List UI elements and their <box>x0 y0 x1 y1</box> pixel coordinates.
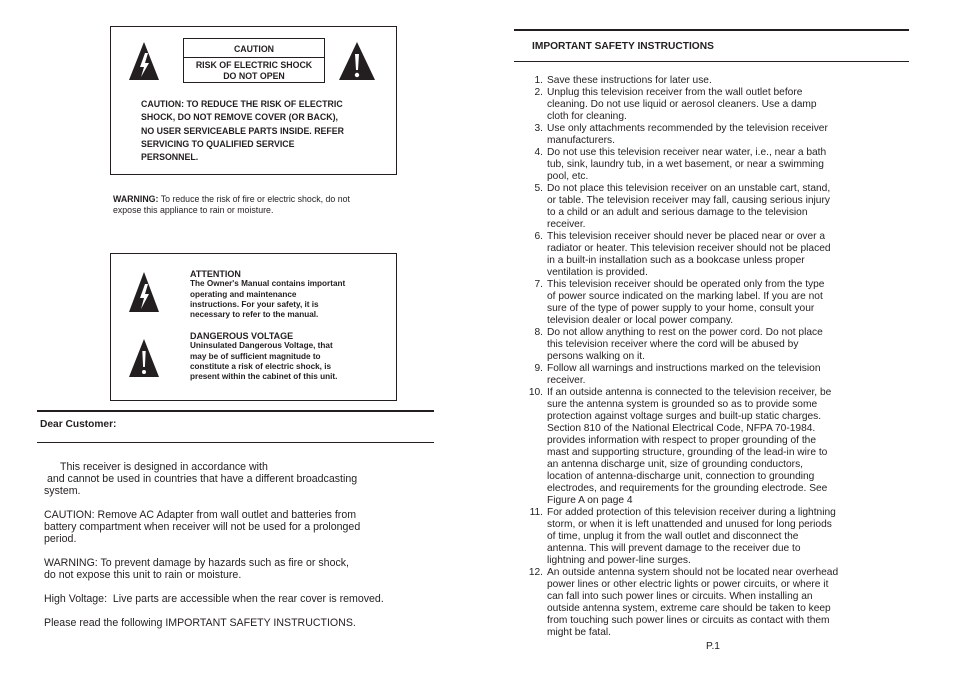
notice-paragraph <box>44 617 424 629</box>
list-item <box>519 183 874 231</box>
item-line: Follow all warnings and instructions marked on the television <box>547 363 821 374</box>
notice-line: do not expose this unit to rain or moisture. <box>44 569 242 581</box>
item-line: cleaning. Do not use liquid or aerosol cleaners. Use a damp <box>547 99 817 110</box>
item-line: receiver. <box>547 219 586 230</box>
list-item <box>519 75 874 87</box>
list-item <box>519 507 874 567</box>
item-number: 4. <box>534 147 543 158</box>
item-line: television dealer or local power company. <box>547 315 734 326</box>
item-line: pool, etc. <box>547 171 589 182</box>
safety-instructions-list <box>519 75 874 639</box>
item-line: outside antenna system, extreme care should be taken to keep <box>547 603 831 614</box>
caution-label-line2: DO NOT OPEN <box>223 71 285 81</box>
item-number: 6. <box>534 231 543 242</box>
item-line: from touching such power lines or circuits as contact with them <box>547 615 830 626</box>
item-number: 1. <box>534 75 543 86</box>
attention-line: necessary to refer to the manual. <box>190 310 319 320</box>
item-line: persons walking on it. <box>547 351 645 362</box>
attention-block <box>190 269 395 320</box>
caution-text-line: SERVICING TO QUALIFIED SERVICE <box>141 138 295 149</box>
list-item <box>519 363 874 387</box>
item-line: protection against voltage surges and built-up static charges. <box>547 411 822 422</box>
item-line: tub, sink, laundry tub, in a wet basement, or near a swimming <box>547 159 824 170</box>
voltage-block <box>190 331 395 382</box>
item-line: provides information with respect to proper grounding of the <box>547 435 816 446</box>
notice-paragraph <box>44 557 424 581</box>
warning-text-line1: To reduce the risk of fire or electric shock, do not <box>158 194 350 204</box>
list-item <box>519 387 874 507</box>
item-number: 7. <box>534 279 543 290</box>
voltage-line: may be of sufficient magnitude to <box>190 351 321 361</box>
notice-line: Please read the following IMPORTANT SAFETY INSTRUCTIONS. <box>44 617 356 629</box>
list-item <box>519 231 874 279</box>
voltage-line: present within the cabinet of this unit. <box>190 372 338 382</box>
item-line: of power source indicated on the marking label. If you are not <box>547 291 823 302</box>
notice-paragraph <box>44 509 424 545</box>
attention-line: operating and maintenance <box>190 289 297 299</box>
item-line: cloth for cleaning. <box>547 111 627 122</box>
caution-text-line: SHOCK, DO NOT REMOVE COVER (OR BACK), <box>141 112 338 123</box>
voltage-title: DANGEROUS VOLTAGE <box>190 331 294 341</box>
item-line: of time, unplug it from the wall outlet and disconnect the <box>547 531 799 542</box>
item-number: 8. <box>534 327 543 338</box>
item-line: lightning and power-line surges. <box>547 555 691 566</box>
item-line: For added protection of this television receiver during a lightning <box>547 507 836 518</box>
item-line: or table. The television receiver may fall, causing serious injury <box>547 195 830 206</box>
caution-label <box>183 38 325 83</box>
item-line: power lines or other electric lights or power circuits, or where it <box>547 579 829 590</box>
item-line: an antenna discharge unit, size of grounding conductors, <box>547 459 803 470</box>
item-number: 12. <box>528 567 543 578</box>
warning-label: WARNING: <box>113 194 159 204</box>
item-line: receiver. <box>547 375 586 386</box>
item-line: this television receiver where the cord will be abused by <box>547 339 799 350</box>
item-line: mast and supporting structure, grounding of the lead-in wire to <box>547 447 828 458</box>
item-line: Section 810 of the National Electrical Code, NFPA 70-1984. <box>547 423 816 434</box>
notice-line: period. <box>44 533 77 545</box>
item-line: This television receiver should never be placed near or over a <box>547 231 826 242</box>
caution-text <box>141 98 391 164</box>
lightning-warning-icon <box>128 271 160 313</box>
item-line: antenna. This will prevent damage to the receiver due to <box>547 543 801 554</box>
caution-text-line: NO USER SERVICEABLE PARTS INSIDE. REFER <box>141 125 345 136</box>
item-line: If an outside antenna is connected to the television receiver, be <box>547 387 832 398</box>
list-item <box>519 87 874 123</box>
item-line: This television receiver should be operated only from the type <box>547 279 825 290</box>
item-number: 9. <box>534 363 543 374</box>
item-line: manufacturers. <box>547 135 615 146</box>
divider <box>37 442 434 443</box>
attention-line: instructions. For your safety, it is <box>190 299 319 309</box>
item-line: Save these instructions for later use. <box>547 75 712 86</box>
divider <box>37 410 434 412</box>
voltage-line: Uninsulated Dangerous Voltage, that <box>190 341 333 351</box>
item-line: Use only attachments recommended by the television receiver <box>547 123 828 134</box>
notice-line: This receiver is designed in accordance with <box>60 461 268 473</box>
item-line: An outside antenna system should not be located near overhead <box>547 567 839 578</box>
item-line: in a built-in installation such as a bookcase unless proper <box>547 255 805 266</box>
notice-line: High Voltage: Live parts are accessible when the rear cover is removed. <box>44 593 384 605</box>
item-number: 10. <box>528 387 543 398</box>
attention-line: The Owner's Manual contains important <box>190 279 346 289</box>
item-line: electrodes, and requirements for the grounding electrode. See <box>547 483 828 494</box>
notice-line: CAUTION: Remove AC Adapter from wall outlet and batteries from <box>44 509 357 521</box>
dear-customer-heading: Dear Customer: <box>40 419 117 430</box>
notice-line: system. <box>44 485 81 497</box>
list-item <box>519 327 874 363</box>
symbols-box <box>110 253 397 401</box>
attention-title: ATTENTION <box>190 269 241 279</box>
item-line: Do not use this television receiver near water, i.e., near a bath <box>547 147 827 158</box>
safety-instructions-heading: IMPORTANT SAFETY INSTRUCTIONS <box>532 41 714 52</box>
notice-line: and cannot be used in countries that have a different broadcasting <box>44 473 358 485</box>
item-line: ventilation is provided. <box>547 267 648 278</box>
item-number: 3. <box>534 123 543 134</box>
page-number: P.1 <box>706 641 720 652</box>
divider <box>514 29 909 31</box>
item-line: sure of the type of power supply to your home, consult your <box>547 303 815 314</box>
item-number: 11. <box>529 507 543 518</box>
item-line: Unplug this television receiver from the wall outlet before <box>547 87 803 98</box>
notice-line: WARNING: To prevent damage by hazards such as fire or shock, <box>44 557 349 569</box>
item-line: Do not place this television receiver on an unstable cart, stand, <box>547 183 831 194</box>
item-number: 2. <box>534 87 543 98</box>
item-line: storm, or when it is left unattended and unused for long periods <box>547 519 832 530</box>
notice-paragraph <box>44 593 424 605</box>
fire-shock-warning <box>113 194 413 215</box>
list-item <box>519 279 874 327</box>
notice-line: battery compartment when receiver will not be used for a prolonged <box>44 521 361 533</box>
item-line: might be fatal. <box>547 627 611 638</box>
item-line: Figure A on page 4 <box>547 495 633 506</box>
caution-label-line1: RISK OF ELECTRIC SHOCK <box>195 60 313 70</box>
list-item <box>519 147 874 183</box>
customer-notice <box>44 461 424 629</box>
lightning-warning-icon <box>128 41 160 81</box>
caution-box <box>110 26 397 175</box>
caution-label-title: CAUTION <box>184 39 324 58</box>
item-number: 5. <box>534 183 543 194</box>
divider <box>514 61 909 62</box>
exclamation-warning-icon <box>128 338 160 378</box>
caution-text-line: PERSONNEL. <box>141 152 199 163</box>
notice-paragraph <box>44 461 424 497</box>
list-item <box>519 123 874 147</box>
exclamation-warning-icon <box>338 41 376 81</box>
caution-text-line: CAUTION: TO REDUCE THE RISK OF ELECTRIC <box>141 99 343 109</box>
item-line: to a child or an adult and serious damage to the television <box>547 207 808 218</box>
voltage-line: constitute a risk of electric shock, is <box>190 361 332 371</box>
item-line: sure the antenna system is grounded so as to provide some <box>547 399 818 410</box>
item-line: can fall into such power lines or circuits. When installing an <box>547 591 813 602</box>
item-line: radiator or heater. This television receiver should not be placed <box>547 243 831 254</box>
list-item <box>519 567 874 639</box>
warning-text-line2: expose this appliance to rain or moisture. <box>113 204 274 215</box>
item-line: Do not allow anything to rest on the power cord. Do not place <box>547 327 823 338</box>
item-line: location of antenna-discharge unit, connection to grounding <box>547 471 815 482</box>
